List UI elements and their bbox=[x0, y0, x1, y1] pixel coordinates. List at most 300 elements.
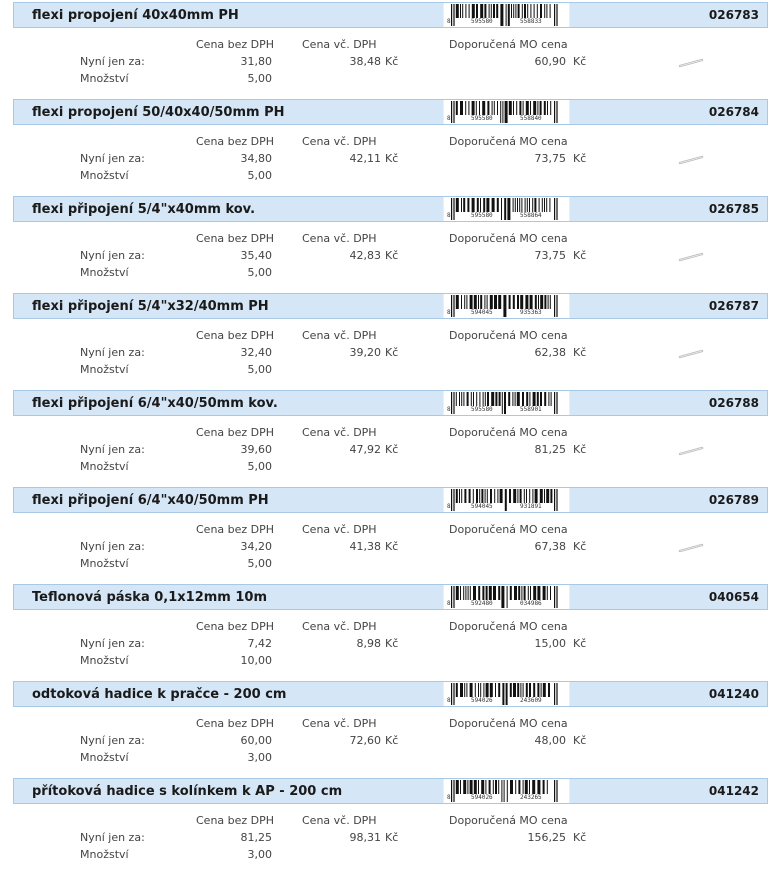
product-title[interactable]: flexi propojení 40x40mm PH bbox=[32, 8, 239, 23]
barcode-bar bbox=[539, 198, 540, 212]
barcode-bar bbox=[509, 295, 511, 309]
barcode-bar bbox=[535, 489, 538, 503]
price-ex-vat: 39,60 bbox=[240, 443, 272, 456]
price-inc-vat-label: Cena vč. DPH bbox=[302, 232, 377, 245]
barcode-bar bbox=[494, 101, 495, 115]
barcode-bar bbox=[456, 489, 458, 503]
barcode-bar bbox=[480, 4, 483, 18]
barcode-bar bbox=[466, 683, 467, 697]
product-item bbox=[0, 194, 779, 291]
barcode bbox=[443, 488, 570, 512]
barcode-bar bbox=[538, 295, 539, 309]
price-ex-vat: 31,80 bbox=[240, 55, 272, 68]
barcode-bar bbox=[530, 101, 531, 115]
barcode-bar bbox=[460, 683, 463, 697]
barcode-bar bbox=[453, 295, 454, 317]
product-item bbox=[0, 485, 779, 582]
barcode-bar bbox=[465, 4, 466, 18]
barcode-bar bbox=[515, 392, 516, 406]
barcode-bars-icon bbox=[450, 489, 560, 511]
barcode-bar bbox=[530, 295, 533, 309]
now-only-label: Nyní jen za: bbox=[80, 734, 145, 747]
quantity-value: 5,00 bbox=[247, 266, 272, 279]
barcode-bar bbox=[491, 392, 494, 406]
barcode-bars-icon bbox=[450, 295, 560, 317]
barcode-bar bbox=[556, 101, 557, 123]
barcode-bar bbox=[540, 295, 543, 309]
barcode-bar bbox=[524, 489, 525, 503]
barcode-bar bbox=[474, 780, 477, 794]
now-only-label: Nyní jen za: bbox=[80, 540, 145, 553]
barcode-bars-icon bbox=[450, 198, 560, 220]
barcode-digits-mid: 595580 bbox=[471, 115, 493, 122]
barcode-bar bbox=[501, 198, 502, 220]
barcode-bar bbox=[485, 392, 486, 406]
barcode-bar bbox=[473, 392, 474, 406]
product-header bbox=[13, 2, 768, 28]
barcode-bar bbox=[498, 295, 501, 309]
barcode-bar bbox=[524, 4, 526, 18]
barcode-bar bbox=[456, 4, 459, 18]
rrp-currency-label: Kč bbox=[573, 249, 587, 262]
barcode-bar bbox=[497, 101, 498, 115]
pipe-icon[interactable] bbox=[678, 446, 704, 456]
barcode-bar bbox=[499, 392, 501, 406]
now-only-label: Nyní jen za: bbox=[80, 443, 145, 456]
barcode-bar bbox=[509, 101, 512, 115]
barcode-bar bbox=[508, 392, 510, 406]
barcode-bar bbox=[487, 489, 488, 503]
barcode-bar bbox=[476, 489, 478, 503]
quantity-value: 3,00 bbox=[247, 751, 272, 764]
barcode-bar bbox=[546, 489, 549, 503]
barcode-bar bbox=[470, 295, 473, 309]
product-code: 026785 bbox=[708, 202, 759, 216]
barcode-bar bbox=[484, 295, 485, 309]
barcode-bar bbox=[537, 392, 539, 406]
barcode-bar bbox=[556, 489, 557, 511]
barcode-digits-right: 558840 bbox=[520, 115, 542, 122]
quantity-label: Množství bbox=[80, 557, 129, 570]
rrp-price: 156,25 bbox=[527, 831, 566, 844]
barcode-bar bbox=[456, 295, 459, 309]
barcode-bar bbox=[554, 4, 555, 26]
price-inc-vat: 8,98 bbox=[356, 637, 381, 650]
rrp-currency-label: Kč bbox=[573, 637, 587, 650]
barcode-bar bbox=[522, 392, 524, 406]
barcode-bar bbox=[537, 683, 539, 697]
barcode-digits-right: 034986 bbox=[520, 600, 542, 607]
product-title[interactable]: přítoková hadice s kolínkem k AP - 200 cm bbox=[32, 784, 343, 799]
barcode-bar bbox=[497, 198, 499, 212]
barcode-bar bbox=[476, 101, 477, 115]
barcode-bar bbox=[546, 198, 547, 212]
barcode-bar bbox=[533, 586, 536, 600]
barcode-bar bbox=[490, 683, 493, 697]
barcode-bar bbox=[463, 780, 466, 794]
pipe-icon[interactable] bbox=[678, 349, 704, 359]
barcode-bar bbox=[451, 683, 452, 705]
barcode-bar bbox=[504, 392, 506, 414]
barcode-bar bbox=[477, 198, 479, 212]
barcode-bar bbox=[495, 780, 497, 794]
barcode-bar bbox=[523, 780, 524, 794]
barcode-digits-mid: 594026 bbox=[471, 697, 493, 704]
barcode-digit-left: 8 bbox=[447, 212, 451, 219]
barcode-bar bbox=[506, 4, 507, 26]
currency-label: Kč bbox=[385, 831, 399, 844]
barcode-bar bbox=[529, 198, 530, 212]
price-inc-vat: 41,38 bbox=[349, 540, 381, 553]
currency-label: Kč bbox=[385, 443, 399, 456]
barcode-digits-right: 558833 bbox=[520, 18, 542, 25]
currency-label: Kč bbox=[385, 346, 399, 359]
barcode-bar bbox=[507, 586, 508, 608]
barcode-bar bbox=[479, 489, 480, 503]
barcode-bar bbox=[534, 198, 536, 212]
barcode-bar bbox=[513, 4, 514, 18]
barcode-digits-mid: 594045 bbox=[471, 309, 493, 316]
barcode-bar bbox=[554, 489, 555, 511]
barcode-bar bbox=[554, 295, 555, 317]
barcode-bar bbox=[532, 489, 533, 503]
barcode-bar bbox=[484, 4, 486, 18]
barcode-bar bbox=[486, 586, 488, 600]
barcode-digits-right: 558864 bbox=[520, 212, 542, 219]
price-ex-vat-label: Cena bez DPH bbox=[196, 717, 275, 730]
barcode-bar bbox=[470, 586, 471, 600]
currency-label: Kč bbox=[385, 734, 399, 747]
barcode-bar bbox=[554, 392, 555, 414]
barcode-bar bbox=[532, 780, 535, 794]
barcode-bar bbox=[474, 295, 477, 309]
barcode-bar bbox=[451, 489, 452, 511]
barcode-bar bbox=[456, 780, 459, 794]
quantity-label: Množství bbox=[80, 72, 129, 85]
barcode-bar bbox=[504, 780, 505, 802]
quantity-label: Množství bbox=[80, 169, 129, 182]
barcode-bar bbox=[520, 489, 522, 503]
price-ex-vat-label: Cena bez DPH bbox=[196, 814, 275, 827]
barcode-bar bbox=[529, 780, 530, 794]
barcode-bar bbox=[464, 295, 465, 309]
quantity-value: 5,00 bbox=[247, 169, 272, 182]
barcode-bar bbox=[517, 198, 518, 212]
quantity-value: 5,00 bbox=[247, 460, 272, 473]
rrp-label: Doporučená MO cena bbox=[449, 523, 568, 536]
price-inc-vat-label: Cena vč. DPH bbox=[302, 717, 377, 730]
barcode-bar bbox=[519, 198, 520, 212]
barcode-bar bbox=[505, 489, 507, 511]
rrp-price: 60,90 bbox=[534, 55, 566, 68]
barcode-bar bbox=[469, 4, 470, 18]
barcode-digit-left: 8 bbox=[447, 406, 451, 413]
rrp-price: 81,25 bbox=[534, 443, 566, 456]
product-title[interactable]: flexi propojení 50/40x40/50mm PH bbox=[32, 105, 285, 120]
rrp-price: 67,38 bbox=[534, 540, 566, 553]
product-title[interactable]: odtoková hadice k pračce - 200 cm bbox=[32, 687, 287, 702]
barcode-bar bbox=[511, 4, 512, 18]
barcode-bar bbox=[526, 392, 528, 406]
price-ex-vat: 60,00 bbox=[240, 734, 272, 747]
barcode-bar bbox=[533, 392, 536, 406]
quantity-label: Množství bbox=[80, 266, 129, 279]
price-ex-vat: 32,40 bbox=[240, 346, 272, 359]
barcode-bar bbox=[471, 392, 472, 406]
quantity-value: 5,00 bbox=[247, 363, 272, 376]
barcode-bar bbox=[463, 198, 465, 212]
pipe-icon[interactable] bbox=[678, 252, 704, 262]
barcode-bar bbox=[470, 780, 473, 794]
barcode-bar bbox=[510, 586, 512, 600]
barcode-bar bbox=[520, 295, 523, 309]
barcode-bar bbox=[533, 101, 536, 115]
barcode-bar bbox=[522, 4, 523, 18]
barcode-bar bbox=[556, 295, 557, 317]
barcode-bar bbox=[493, 586, 496, 600]
barcode-bar bbox=[550, 295, 551, 309]
product-title[interactable]: flexi připojení 5/4"x32/40mm PH bbox=[32, 299, 269, 314]
product-header bbox=[13, 584, 768, 610]
barcode-bar bbox=[483, 683, 484, 697]
barcode-bar bbox=[502, 392, 503, 414]
barcode-bar bbox=[550, 489, 552, 503]
quantity-label: Množství bbox=[80, 654, 129, 667]
barcode-bar bbox=[498, 586, 500, 600]
product-code: 040654 bbox=[708, 590, 759, 604]
pipe-icon[interactable] bbox=[678, 58, 704, 68]
barcode-bar bbox=[456, 683, 458, 697]
barcode-bar bbox=[507, 198, 510, 220]
barcode-digit-left: 8 bbox=[447, 309, 451, 316]
barcode bbox=[443, 294, 570, 318]
barcode-bar bbox=[554, 101, 555, 123]
barcode-bars-icon bbox=[450, 101, 560, 123]
barcode-bars-icon bbox=[450, 683, 560, 705]
barcode-bar bbox=[537, 780, 540, 794]
currency-label: Kč bbox=[385, 540, 399, 553]
barcode-bar bbox=[463, 392, 464, 406]
barcode-bar bbox=[520, 683, 521, 697]
barcode-bar bbox=[472, 198, 475, 212]
product-title[interactable]: flexi připojení 6/4"x40/50mm kov. bbox=[32, 396, 278, 411]
rrp-label: Doporučená MO cena bbox=[449, 814, 568, 827]
barcode-bar bbox=[513, 295, 515, 309]
product-code: 026787 bbox=[708, 299, 759, 313]
barcode-bar bbox=[478, 586, 480, 600]
rrp-price: 73,75 bbox=[534, 249, 566, 262]
price-ex-vat-label: Cena bez DPH bbox=[196, 329, 275, 342]
barcode-bar bbox=[498, 683, 500, 697]
barcode-bar bbox=[542, 198, 543, 212]
barcode-bar bbox=[482, 101, 485, 115]
currency-label: Kč bbox=[385, 55, 399, 68]
barcode-bar bbox=[556, 198, 557, 220]
price-ex-vat: 7,42 bbox=[247, 637, 272, 650]
barcode-bar bbox=[495, 683, 496, 697]
barcode-bar bbox=[482, 586, 484, 600]
barcode-bar bbox=[529, 489, 530, 503]
barcode-bar bbox=[544, 198, 545, 212]
barcode-digit-left: 8 bbox=[447, 115, 451, 122]
now-only-label: Nyní jen za: bbox=[80, 249, 145, 262]
barcode-bar bbox=[554, 586, 555, 608]
barcode-bar bbox=[550, 101, 551, 115]
barcode-bar bbox=[544, 489, 545, 503]
barcode-bar bbox=[554, 198, 555, 220]
barcode-bar bbox=[468, 586, 469, 600]
barcode-bar bbox=[527, 4, 528, 18]
now-only-label: Nyní jen za: bbox=[80, 831, 145, 844]
barcode-bar bbox=[479, 392, 480, 406]
pipe-icon[interactable] bbox=[678, 155, 704, 165]
barcode-bar bbox=[523, 683, 524, 697]
barcode-bar bbox=[498, 780, 499, 794]
barcode-bar bbox=[556, 780, 557, 802]
barcode-bar bbox=[456, 198, 459, 212]
rrp-label: Doporučená MO cena bbox=[449, 717, 568, 730]
barcode bbox=[443, 585, 570, 609]
product-item bbox=[0, 679, 779, 776]
barcode-bar bbox=[460, 4, 461, 18]
barcode-bar bbox=[465, 101, 466, 115]
rrp-label: Doporučená MO cena bbox=[449, 620, 568, 633]
barcode-bar bbox=[502, 683, 504, 705]
barcode-bar bbox=[530, 586, 531, 600]
product-title[interactable]: flexi připojení 5/4"x40mm kov. bbox=[32, 202, 256, 217]
barcode-bar bbox=[453, 101, 454, 123]
quantity-value: 10,00 bbox=[240, 654, 272, 667]
barcode bbox=[443, 100, 570, 124]
product-header bbox=[13, 293, 768, 319]
product-header bbox=[13, 681, 768, 707]
barcode-bar bbox=[503, 295, 506, 317]
barcode-bar bbox=[544, 4, 545, 18]
barcode-bar bbox=[485, 780, 486, 794]
price-inc-vat: 39,20 bbox=[349, 346, 381, 359]
barcode-bar bbox=[453, 4, 454, 26]
barcode bbox=[443, 779, 570, 803]
barcode-bar bbox=[530, 4, 531, 18]
quantity-value: 5,00 bbox=[247, 557, 272, 570]
barcode-bar bbox=[467, 780, 468, 794]
barcode-bar bbox=[517, 392, 520, 406]
barcode-bar bbox=[451, 101, 452, 123]
pipe-icon[interactable] bbox=[678, 543, 704, 553]
barcode-bar bbox=[476, 4, 478, 18]
barcode-digit-left: 8 bbox=[447, 600, 451, 607]
product-code: 026788 bbox=[708, 396, 759, 410]
barcode-bar bbox=[501, 780, 502, 802]
barcode-bar bbox=[556, 683, 557, 705]
barcode-bar bbox=[480, 683, 481, 697]
barcode-bar bbox=[500, 489, 503, 503]
barcode-bar bbox=[513, 683, 516, 697]
barcode-bar bbox=[556, 4, 557, 26]
barcode-bar bbox=[510, 683, 512, 697]
quantity-label: Množství bbox=[80, 848, 129, 861]
rrp-price: 15,00 bbox=[534, 637, 566, 650]
rrp-label: Doporučená MO cena bbox=[449, 426, 568, 439]
barcode-bar bbox=[527, 198, 528, 212]
price-ex-vat-label: Cena bez DPH bbox=[196, 620, 275, 633]
barcode-bar bbox=[495, 392, 497, 406]
barcode-bars-icon bbox=[450, 392, 560, 414]
barcode-bar bbox=[512, 392, 513, 406]
barcode-bar bbox=[483, 198, 485, 212]
currency-label: Kč bbox=[385, 152, 399, 165]
barcode-bar bbox=[534, 4, 535, 18]
barcode-bar bbox=[464, 489, 466, 503]
barcode-bar bbox=[518, 586, 520, 600]
barcode-bar bbox=[460, 780, 461, 794]
barcode-bar bbox=[489, 586, 492, 600]
barcode-bar bbox=[533, 683, 535, 697]
barcode-digit-left: 8 bbox=[447, 503, 451, 510]
barcode-bar bbox=[473, 489, 474, 503]
product-item bbox=[0, 388, 779, 485]
rrp-price: 48,00 bbox=[534, 734, 566, 747]
price-ex-vat-label: Cena bez DPH bbox=[196, 135, 275, 148]
barcode-bar bbox=[517, 489, 518, 503]
barcode-bar bbox=[513, 101, 514, 115]
barcode-bar bbox=[515, 4, 516, 18]
barcode bbox=[443, 391, 570, 415]
barcode-bar bbox=[505, 101, 508, 123]
product-item bbox=[0, 291, 779, 388]
barcode-bar bbox=[479, 101, 480, 115]
barcode-bar bbox=[478, 295, 479, 309]
price-inc-vat-label: Cena vč. DPH bbox=[302, 329, 377, 342]
barcode-bar bbox=[537, 101, 538, 115]
barcode-bar bbox=[480, 198, 481, 212]
barcode-bar bbox=[497, 489, 498, 503]
barcode-digits-right: 243609 bbox=[520, 697, 542, 704]
barcode-bar bbox=[481, 780, 484, 794]
barcode-bar bbox=[547, 780, 548, 794]
price-inc-vat-label: Cena vč. DPH bbox=[302, 426, 377, 439]
barcode-bar bbox=[540, 4, 542, 18]
rrp-label: Doporučená MO cena bbox=[449, 232, 568, 245]
barcode-bar bbox=[556, 586, 557, 608]
rrp-currency-label: Kč bbox=[573, 540, 587, 553]
barcode-bar bbox=[483, 392, 484, 406]
barcode-bar bbox=[546, 4, 547, 18]
barcode bbox=[443, 3, 570, 27]
barcode-bar bbox=[493, 780, 494, 794]
barcode-bar bbox=[491, 4, 492, 18]
barcode-bar bbox=[489, 4, 490, 18]
barcode-bar bbox=[517, 683, 519, 697]
barcode-bar bbox=[467, 392, 469, 406]
price-ex-vat: 81,25 bbox=[240, 831, 272, 844]
price-inc-vat-label: Cena vč. DPH bbox=[302, 523, 377, 536]
barcode-bar bbox=[467, 198, 469, 212]
rrp-label: Doporučená MO cena bbox=[449, 135, 568, 148]
product-header bbox=[13, 196, 768, 222]
price-inc-vat: 42,11 bbox=[349, 152, 381, 165]
barcode-bar bbox=[453, 392, 454, 414]
barcode-bar bbox=[470, 683, 473, 697]
product-title[interactable]: Teflonová páska 0,1x12mm 10m bbox=[32, 590, 268, 605]
barcode-bar bbox=[456, 101, 458, 115]
rrp-currency-label: Kč bbox=[573, 831, 587, 844]
price-inc-vat-label: Cena vč. DPH bbox=[302, 38, 377, 51]
barcode-bar bbox=[451, 4, 452, 26]
price-inc-vat: 42,83 bbox=[349, 249, 381, 262]
barcode-bar bbox=[517, 295, 519, 309]
product-title[interactable]: flexi připojení 6/4"x40/50mm PH bbox=[32, 493, 269, 508]
